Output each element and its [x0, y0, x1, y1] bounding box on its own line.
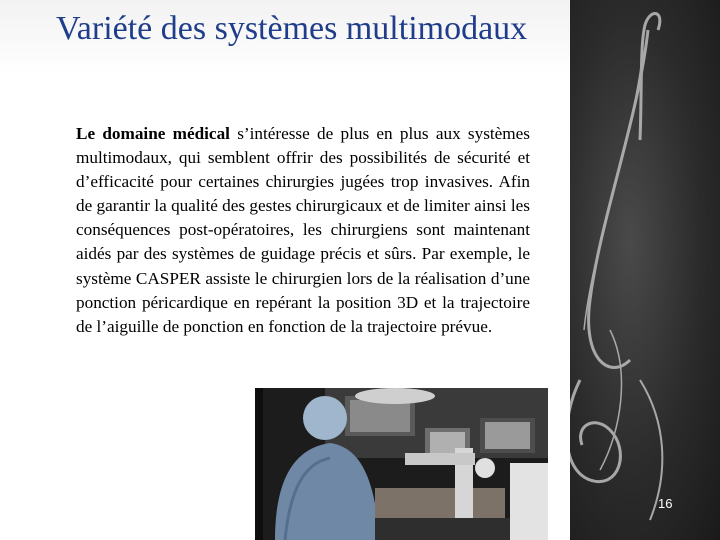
page-number: 16 — [658, 496, 673, 511]
body-paragraph — [76, 122, 530, 339]
slide-title: Variété des systèmes multimodaux — [56, 10, 528, 47]
casper-surgery-photo — [255, 388, 548, 540]
body-bold-lead: Le domaine médical — [76, 124, 230, 143]
body-text: s’intéresse de plus en plus aux systèmes multimodaux, qui semblent offrir des possibilités de sécurité et d’efficacité pour certaines chirurgies jugées trop invasives. Afin de garantir la qualité des gestes chirurgicaux et de limiter ainsi les conséquences post-opératoires, les chirurgiens sont maintenant aidés par des systèmes de guidage précis et sûrs. Par exemple, le système CASPER assiste le chirurgien lors de la réalisation d’une ponction péricardique en repérant la position 3D et la trajectoire de l’aiguille de ponction en fonction de la trajectoire prévue. — [76, 124, 530, 336]
scrollwork-ornament — [570, 0, 720, 540]
decorative-panel — [570, 0, 720, 540]
